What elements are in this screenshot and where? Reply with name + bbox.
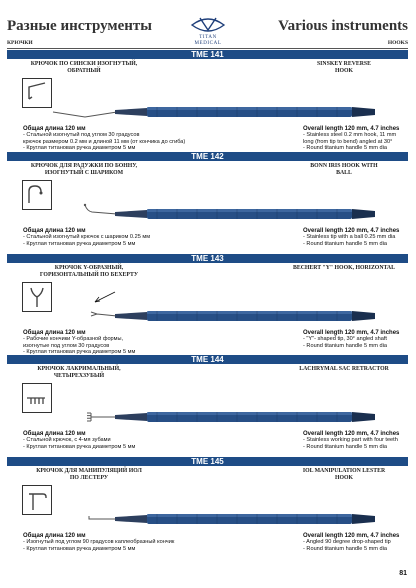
spec-en-title: Overall length 120 mm, 4.7 inches bbox=[303, 330, 400, 336]
spec-ru-title: Общая длина 120 мм bbox=[23, 228, 86, 234]
instrument-name-en: SINSKEY REVERSE HOOK bbox=[316, 61, 372, 74]
spec-en-body: - Stainless tip with a ball 0.25 mm dia - Round titanium handle 5 mm dia bbox=[303, 234, 396, 247]
instrument-drawing bbox=[7, 86, 408, 126]
spec-en bbox=[303, 330, 408, 349]
instrument-code-band: TME 143 bbox=[7, 254, 408, 263]
spec-en-title: Overall length 120 mm, 4.7 inches bbox=[303, 126, 400, 132]
spec-ru bbox=[23, 228, 253, 247]
spec-ru-title: Общая длина 120 мм bbox=[23, 126, 86, 132]
spec-en-body: - "Y"- shaped tip, 30° angled shaft - Round titanium handle 5 mm dia bbox=[303, 336, 387, 349]
instrument-name-ru: КРЮЧОК ЛАКРИМАЛЬНЫЙ, ЧЕТЫРЕХЗУБЫЙ bbox=[37, 366, 121, 379]
spec-en bbox=[303, 533, 408, 552]
spec-ru bbox=[23, 431, 253, 450]
spec-en bbox=[303, 126, 408, 151]
instrument-code-band: TME 144 bbox=[7, 355, 408, 364]
header-divider bbox=[7, 48, 408, 49]
instrument-name-ru: КРЮЧОК ДЛЯ МАНИПУЛЯЦИЙ ИОЛ ПО ЛЕСТЕРУ bbox=[36, 468, 142, 481]
subtitle-en: HOOKS bbox=[387, 40, 408, 46]
spec-ru-title: Общая длина 120 мм bbox=[23, 533, 86, 539]
spec-en-title: Overall length 120 mm, 4.7 inches bbox=[303, 431, 400, 437]
spec-en bbox=[303, 431, 408, 450]
spec-ru-body: - Рабочие кончики Y-образной формы, изогнутые под углом 30 градусов - Круглая титановая ручка диаметром 5 мм bbox=[23, 336, 136, 355]
spec-ru-body: - Стальной изогнутый под углом 30 градусов крючок размером 0.2 мм и длиной 11 мм (от кончика до сгиба) - Круглая титановая ручка диаметром 5 мм bbox=[23, 132, 186, 151]
instrument-drawing bbox=[7, 493, 408, 533]
logo-text-top: TITAN bbox=[199, 35, 217, 40]
spec-en-body: - Stainless steel 0.2 mm hook, 11 mm long (from tip to bend) angled at 30° - Round titanium handle 5 mm dia bbox=[303, 132, 397, 151]
instrument-name-en: BONN IRIS HOOK WITH BALL bbox=[310, 163, 378, 176]
spec-en-title: Overall length 120 mm, 4.7 inches bbox=[303, 533, 400, 539]
subtitle-ru: КРЮЧКИ bbox=[7, 40, 33, 46]
page-title-en: Various instruments bbox=[278, 18, 408, 34]
instrument-code-band: TME 141 bbox=[7, 50, 408, 59]
instrument-code-band: TME 142 bbox=[7, 152, 408, 161]
page-number: 81 bbox=[399, 570, 407, 577]
spec-ru bbox=[23, 533, 253, 552]
spec-en-body: - Stainless working part with four teeth - Round titanium handle 5 mm dia bbox=[303, 437, 398, 450]
instrument-name-ru: КРЮЧОК ПО СИНСКИ ИЗОГНУТЫЙ, ОБРАТНЫЙ bbox=[30, 61, 138, 74]
instrument-code-band: TME 145 bbox=[7, 457, 408, 466]
instrument-name-en: IOL MANIPULATION LESTER HOOK bbox=[302, 468, 386, 481]
instrument-name-en: BECHERT "Y" HOOK, HORIZONTAL bbox=[292, 265, 395, 271]
spec-ru-title: Общая длина 120 мм bbox=[23, 431, 86, 437]
logo-text-bottom: MEDICAL bbox=[194, 41, 222, 46]
spec-ru bbox=[23, 126, 253, 151]
spec-en-title: Overall length 120 mm, 4.7 inches bbox=[303, 228, 400, 234]
titan-medical-logo bbox=[186, 14, 230, 48]
instrument-name-en: LACHRYMAL SAC RETRACTOR bbox=[299, 366, 389, 372]
spec-ru-body: - Стальной крючок, с 4-мя зубами - Круглая титановая ручка диаметром 5 мм bbox=[23, 437, 136, 450]
instrument-name-ru: КРЮЧОК ДЛЯ РАДУЖКИ ПО БОННУ, ИЗОГНУТЫЙ С ШАРИКОМ bbox=[30, 163, 138, 176]
instrument-drawing bbox=[7, 188, 408, 228]
spec-ru-body: - Изогнутый под углом 90 градусов каплеобразный кончик - Круглая титановая ручка диаметром 5 мм bbox=[23, 539, 175, 552]
spec-en bbox=[303, 228, 408, 247]
instrument-name-ru: КРЮЧОК Y-ОБРАЗНЫЙ, ГОРИЗОНТАЛЬНЫЙ ПО БЕХЕРТУ bbox=[39, 265, 139, 278]
instrument-drawing bbox=[7, 290, 408, 330]
spec-en-body: - Angled 90 degree drop-shaped tip - Round titanium handle 5 mm dia bbox=[303, 539, 391, 552]
instrument-drawing bbox=[7, 391, 408, 431]
spec-ru bbox=[23, 330, 253, 355]
spec-ru-body: - Стальной изогнутый крючок с шариком 0.25 мм - Круглая титановая ручка диаметром 5 мм bbox=[23, 234, 151, 247]
spec-ru-title: Общая длина 120 мм bbox=[23, 330, 86, 336]
page-title-ru: Разные инструменты bbox=[7, 18, 152, 34]
eye-logo-icon bbox=[186, 14, 230, 36]
